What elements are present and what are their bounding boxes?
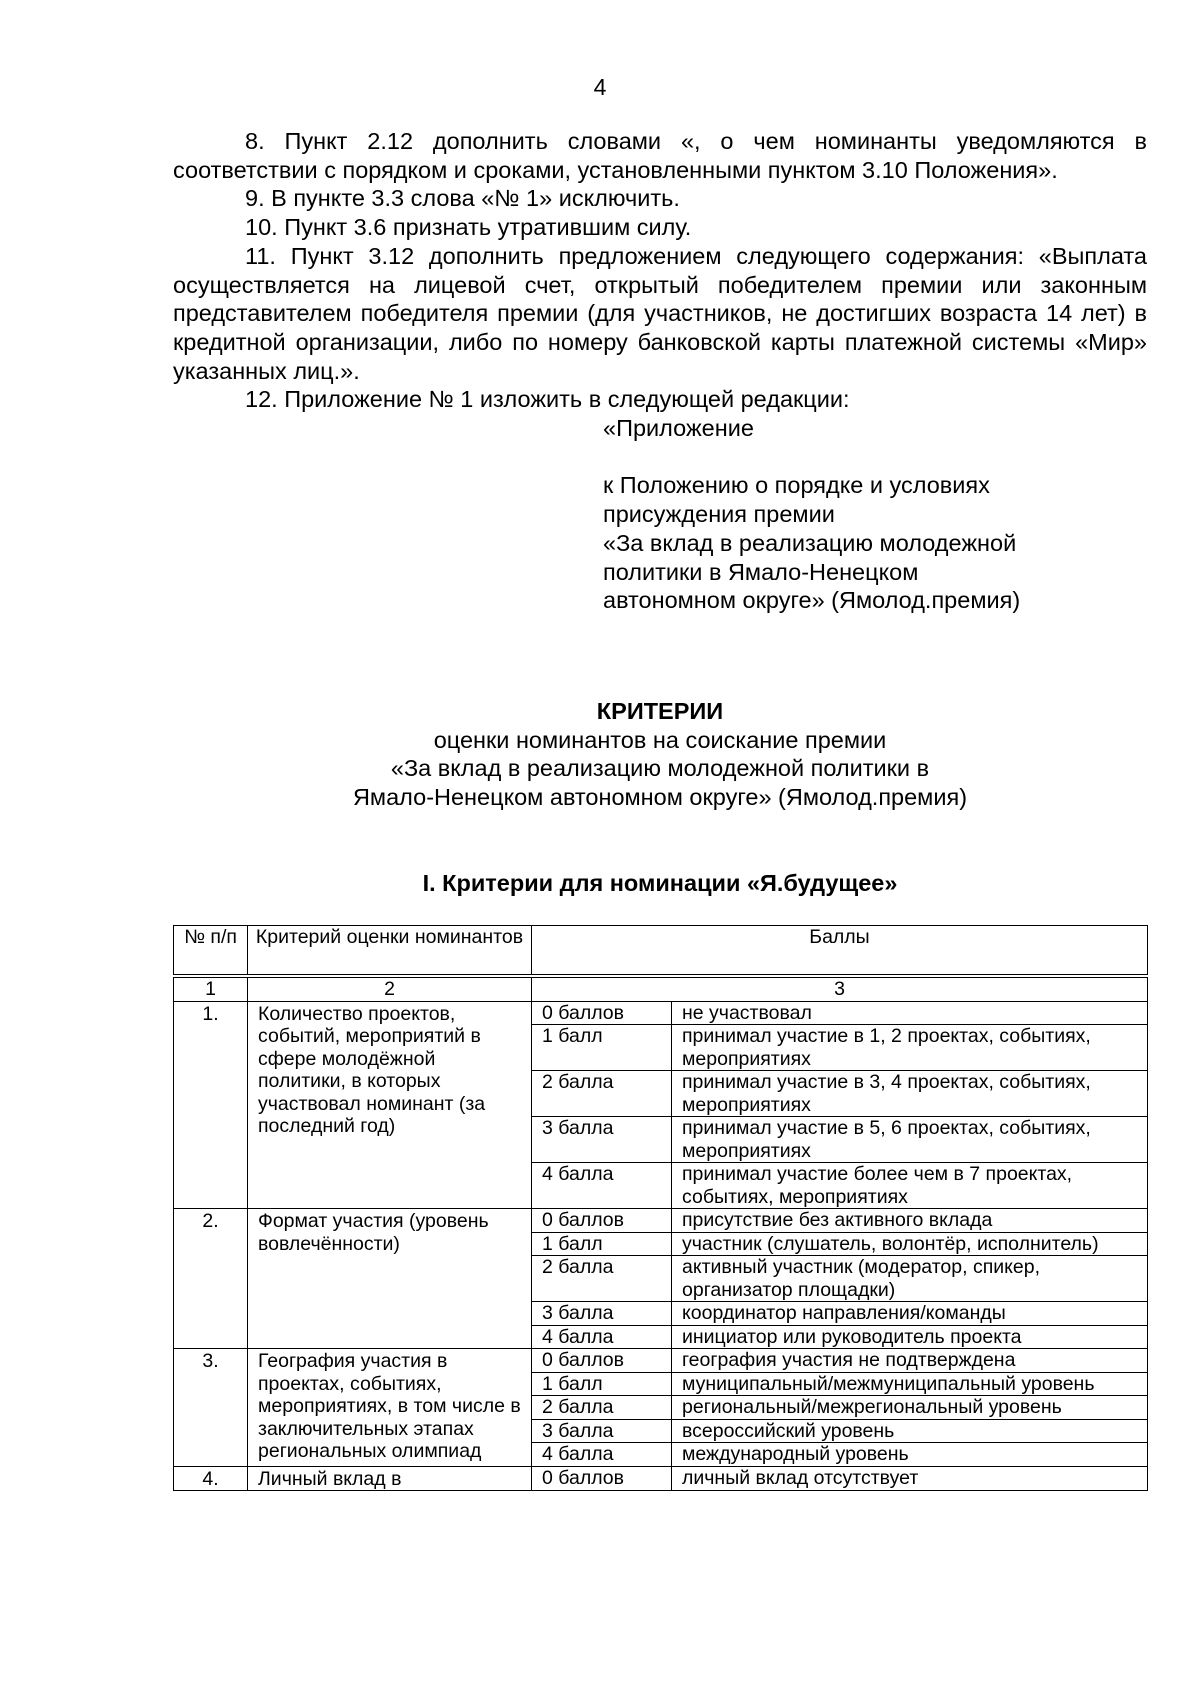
paragraph-9: 9. В пункте 3.3 слова «№ 1» исключить. [245,185,680,212]
criteria-table-header [173,925,1148,975]
title-heading: КРИТЕРИИ [596,698,724,724]
score-points: 3 балла [532,1117,672,1163]
score-description: принимал участие в 3, 4 проектах, событиях, мероприятиях [672,1071,1148,1117]
row-number: 4. [174,1466,248,1491]
score-description: инициатор или руководитель проекта [672,1325,1148,1349]
score-points: 4 балла [532,1163,672,1209]
score-points: 4 балла [532,1325,672,1349]
score-points: 0 баллов [532,1349,672,1373]
score-points: 1 балл [532,1025,672,1071]
column-number: 2 [248,978,532,1002]
header-points: Баллы [532,926,1148,975]
table-row [174,1001,1148,1025]
column-number: 3 [532,978,1148,1002]
score-points: 2 балла [532,1071,672,1117]
page-number: 4 [593,74,607,100]
score-description: участник (слушатель, волонтёр, исполнитель) [672,1232,1148,1256]
score-points: 0 баллов [532,1001,672,1025]
criterion-text: География участия в проектах, событиях, мероприятиях, в том числе в заключительных этапах региональных олимпиад [248,1349,532,1467]
section-title: I. Критерии для номинации «Я.будущее» [422,870,898,896]
criteria-table [173,977,1148,1491]
score-points: 0 баллов [532,1209,672,1233]
row-number: 3. [174,1349,248,1467]
row-number: 2. [174,1209,248,1349]
title-line: оценки номинантов на соискание премии [433,726,887,753]
appendix-line: автономном округе» (Ямолод.премия) [603,587,1021,614]
score-points: 3 балла [532,1419,672,1443]
score-description: присутствие без активного вклада [672,1209,1148,1233]
score-description: международный уровень [672,1443,1148,1467]
score-points: 2 балла [532,1256,672,1302]
table-row [174,1466,1148,1491]
score-description: муниципальный/межмуниципальный уровень [672,1372,1148,1396]
header-num: № п/п [174,926,248,975]
appendix-label: «Приложение [603,415,754,442]
criterion-text: Количество проектов, событий, мероприятий в сфере молодёжной политики, в которых участвовал номинант (за последний год) [248,1001,532,1209]
table-row [174,1349,1148,1373]
document-title [173,697,1147,812]
column-number: 1 [174,978,248,1002]
score-description: принимал участие более чем в 7 проектах, событиях, мероприятиях [672,1163,1148,1209]
score-description: региональный/межрегиональный уровень [672,1396,1148,1420]
score-description: личный вклад отсутствует [672,1466,1148,1491]
score-description: не участвовал [672,1001,1148,1025]
criterion-text: Формат участия (уровень вовлечённости) [248,1209,532,1349]
score-description: координатор направления/команды [672,1302,1148,1326]
appendix-line: к Положению о порядке и условиях [603,472,990,499]
title-line: «За вклад в реализацию молодежной политики в [390,755,930,782]
appendix-line: присуждения премии [603,501,835,528]
score-description: всероссийский уровень [672,1419,1148,1443]
score-description: активный участник (модератор, спикер, организатор площадки) [672,1256,1148,1302]
score-points: 2 балла [532,1396,672,1420]
score-points: 0 баллов [532,1466,672,1491]
amendments-text [173,127,1147,615]
appendix-line: «За вклад в реализацию молодежной [603,529,1017,556]
appendix-line: политики в Ямало-Ненецком [603,558,919,585]
paragraph-10: 10. Пункт 3.6 признать утратившим силу. [245,214,692,241]
appendix-header [603,414,1147,615]
header-criterion: Критерий оценки номинантов [248,926,532,975]
row-number: 1. [174,1001,248,1209]
title-line: Ямало-Ненецком автономном округе» (Ямолод.премия) [352,784,968,811]
table-row [174,1209,1148,1233]
score-description: принимал участие в 1, 2 проектах, событиях, мероприятиях [672,1025,1148,1071]
paragraph-11: 11. Пункт 3.12 дополнить предложением следующего содержания: «Выплата осуществляется на лицевой счет, открытый победителем премии или законным представителем победителя премии (для участников, не достигших возраста 14 лет) в кредитной организации, либо по номеру банковской карты платежной системы «Мир» указанных лиц.». [173,242,1147,384]
criterion-text: Личный вклад в [248,1466,532,1491]
score-description: принимал участие в 5, 6 проектах, событиях, мероприятиях [672,1117,1148,1163]
paragraph-12: 12. Приложение № 1 изложить в следующей редакции: [245,386,850,413]
paragraph-8: 8. Пункт 2.12 дополнить словами «, о чем номинанты уведомляются в соответствии с порядком и сроками, установленными пунктом 3.10 Положения». [173,128,1147,183]
score-points: 4 балла [532,1443,672,1467]
score-points: 1 балл [532,1232,672,1256]
score-points: 1 балл [532,1372,672,1396]
score-points: 3 балла [532,1302,672,1326]
score-description: география участия не подтверждена [672,1349,1148,1373]
